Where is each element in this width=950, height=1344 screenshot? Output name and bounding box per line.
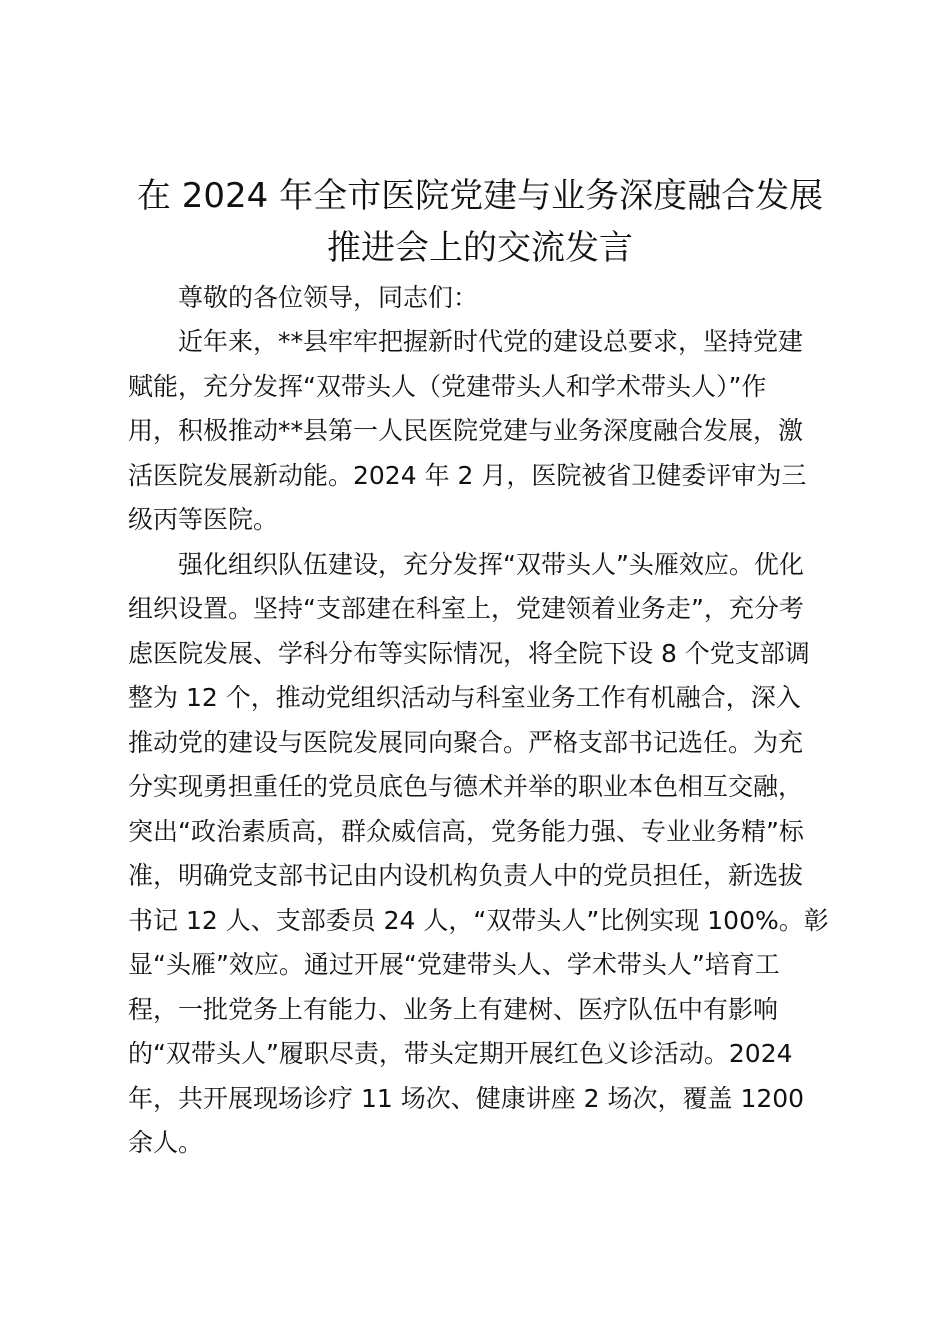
paragraph-2-line-10: 显“头雁”效应。通过开展“党建带头人、学术带头人”培育工: [128, 950, 780, 979]
paragraph-2-line-1: 强化组织队伍建设，充分发挥“双带头人”头雁效应。优化: [178, 550, 804, 579]
document-title-line-2: 推进会上的交流发言: [327, 228, 633, 268]
paragraph-1-line-3: 用，积极推动**县第一人民医院党建与业务深度融合发展，激: [128, 416, 804, 445]
paragraph-2-line-3: 虑医院发展、学科分布等实际情况，将全院下设 8 个党支部调: [128, 639, 810, 668]
paragraph-1-line-2: 赋能，充分发挥“双带头人（党建带头人和学术带头人）”作: [128, 372, 767, 401]
paragraph-1-line-1: 近年来，**县牢牢把握新时代党的建设总要求，坚持党建: [178, 327, 804, 356]
paragraph-1-line-5: 级丙等医院。: [128, 505, 279, 534]
paragraph-2-line-9: 书记 12 人、支部委员 24 人，“双带头人”比例实现 100%。彰: [128, 906, 829, 935]
paragraph-2-line-8: 准，明确党支部书记由内设机构负责人中的党员担任，新选拔: [128, 861, 804, 890]
paragraph-2-line-12: 的“双带头人”履职尽责，带头定期开展红色义诊活动。2024: [128, 1039, 793, 1068]
paragraph-2-line-2: 组织设置。坚持“支部建在科室上，党建领着业务走”，充分考: [128, 594, 804, 623]
paragraph-1-line-4: 活医院发展新动能。2024 年 2 月，医院被省卫健委评审为三: [128, 461, 807, 490]
paragraph-2-line-4: 整为 12 个，推动党组织活动与科室业务工作有机融合，深入: [128, 683, 801, 712]
salutation: 尊敬的各位领导，同志们：: [178, 283, 479, 312]
paragraph-2-line-11: 程，一批党务上有能力、业务上有建树、医疗队伍中有影响: [128, 995, 779, 1024]
paragraph-2-line-13: 年，共开展现场诊疗 11 场次、健康讲座 2 场次，覆盖 1200: [128, 1084, 805, 1113]
paragraph-2-line-6: 分实现勇担重任的党员底色与德术并举的职业本色相互交融，: [128, 772, 804, 801]
paragraph-2-line-14: 余人。: [128, 1128, 204, 1157]
paragraph-2-line-5: 推动党的建设与医院发展同向聚合。严格支部书记选任。为充: [128, 728, 804, 757]
paragraph-2-line-7: 突出“政治素质高，群众威信高，党务能力强、专业业务精”标: [128, 817, 804, 846]
document-title-line-1: 在 2024 年全市医院党建与业务深度融合发展: [136, 176, 824, 216]
